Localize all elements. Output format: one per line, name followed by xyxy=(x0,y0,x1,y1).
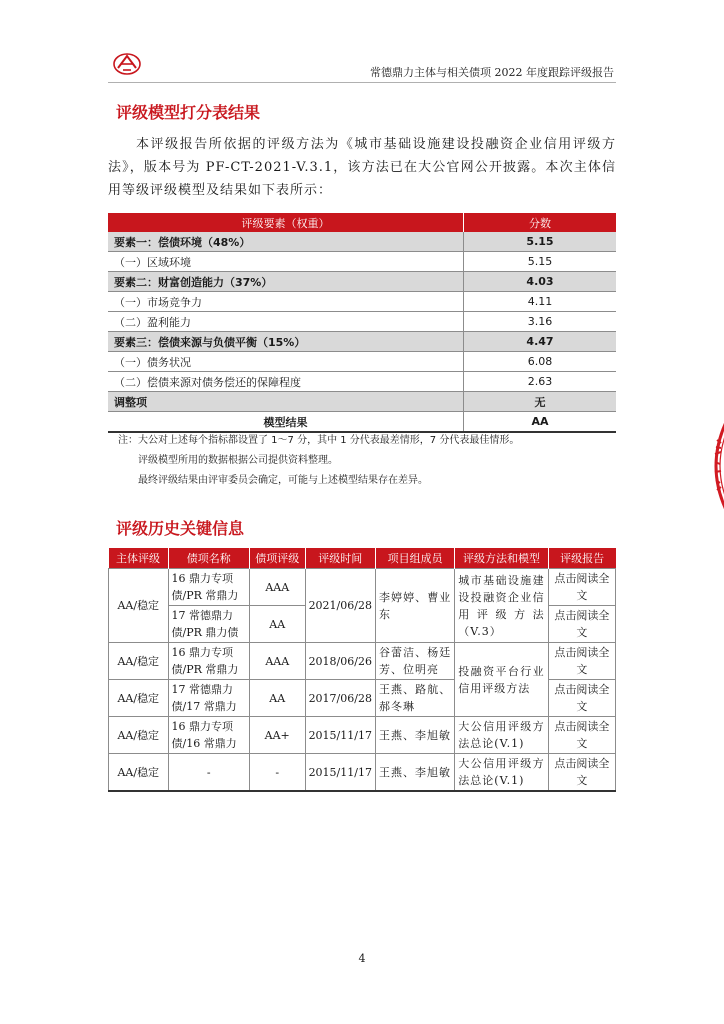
company-logo-icon xyxy=(112,52,142,76)
column-header: 评级方法和模型 xyxy=(455,548,548,569)
read-report-link[interactable]: 点击阅读全文 xyxy=(548,606,615,643)
section-title-history: 评级历史关键信息 xyxy=(116,519,245,538)
factor-label: （二）偿债来源对债务偿还的保障程度 xyxy=(108,372,464,392)
factor-label: （一）债务状况 xyxy=(108,352,464,372)
read-report-link[interactable]: 点击阅读全文 xyxy=(548,569,615,606)
issuer-rating: AA/稳定 xyxy=(109,643,169,680)
factor-label: 要素二：财富创造能力（37%） xyxy=(108,272,464,292)
section-title-scoring: 评级模型打分表结果 xyxy=(116,103,261,122)
table-row xyxy=(109,717,616,754)
bond-rating: AAA xyxy=(249,569,305,606)
intro-paragraph: 本评级报告所依据的评级方法为《城市基础设施建设投融资企业信用评级方法》，版本号为 PF-CT-2021-V.3.1，该方法已在大公官网公开披露。本次主体信用等级评级模型及结果如下表所示： xyxy=(108,137,616,198)
bond-rating: AAA xyxy=(249,643,305,680)
rating-date: 2017/06/28 xyxy=(305,680,375,717)
issuer-rating: AA/稳定 xyxy=(109,717,169,754)
bond-rating: AA+ xyxy=(249,717,305,754)
red-seal-stamp-icon xyxy=(700,410,724,522)
rating-date: 2015/11/17 xyxy=(305,754,375,792)
score-value: 4.03 xyxy=(464,272,617,292)
score-value: 6.08 xyxy=(464,352,617,372)
rating-method: 城市基础设施建设投融资企业信用评级方法（V.3） xyxy=(455,569,548,643)
team-members: 谷蕾洁、杨廷芳、位明亮 xyxy=(375,643,454,680)
team-members: 李婷婷、曹业东 xyxy=(375,569,454,643)
score-value: AA xyxy=(464,412,617,433)
column-header: 债项名称 xyxy=(168,548,249,569)
table-row xyxy=(108,312,616,332)
table-row xyxy=(108,232,616,252)
score-value: 2.63 xyxy=(464,372,617,392)
table-row xyxy=(109,754,616,792)
column-header: 项目组成员 xyxy=(375,548,454,569)
bond-name: 17 常德鼎力债/PR 鼎力债 xyxy=(168,606,249,643)
table-row xyxy=(109,643,616,680)
table-row xyxy=(108,332,616,352)
note-line: 注：大公对上述每个指标都设置了 1～7 分，其中 1 分代表最差情形，7 分代表最佳情形。 xyxy=(118,435,520,446)
score-value: 5.15 xyxy=(464,232,617,252)
score-value: 3.16 xyxy=(464,312,617,332)
team-members: 王燕、李旭敏 xyxy=(375,717,454,754)
table-notes xyxy=(118,431,519,491)
factor-label: 调整项 xyxy=(108,392,464,412)
rating-date: 2015/11/17 xyxy=(305,717,375,754)
page-number: 4 xyxy=(358,952,366,965)
factor-label: 模型结果 xyxy=(108,412,464,433)
read-report-link[interactable]: 点击阅读全文 xyxy=(548,754,615,792)
rating-method: 大公信用评级方法总论(V.1) xyxy=(455,717,548,754)
bond-name: - xyxy=(168,754,249,792)
read-report-link[interactable]: 点击阅读全文 xyxy=(548,717,615,754)
note-line: 评级模型所用的数据根据公司提供资料整理。 xyxy=(138,455,338,466)
factor-label: （一）区域环境 xyxy=(108,252,464,272)
column-header: 主体评级 xyxy=(109,548,169,569)
rating-method: 投融资平台行业信用评级方法 xyxy=(455,643,548,717)
score-value: 无 xyxy=(464,392,617,412)
issuer-rating: AA/稳定 xyxy=(109,680,169,717)
column-header: 债项评级 xyxy=(249,548,305,569)
bond-name: 17 常德鼎力债/17 常鼎力 xyxy=(168,680,249,717)
bond-rating: AA xyxy=(249,680,305,717)
score-value: 4.11 xyxy=(464,292,617,312)
read-report-link[interactable]: 点击阅读全文 xyxy=(548,643,615,680)
factor-label: （一）市场竞争力 xyxy=(108,292,464,312)
issuer-rating: AA/稳定 xyxy=(109,569,169,643)
factor-label: 要素三：偿债来源与负债平衡（15%） xyxy=(108,332,464,352)
rating-method: 大公信用评级方法总论(V.1) xyxy=(455,754,548,792)
bond-name: 16 鼎力专项债/PR 常鼎力 xyxy=(168,569,249,606)
bond-rating: - xyxy=(249,754,305,792)
table-header-row xyxy=(108,213,616,232)
rating-date: 2018/06/26 xyxy=(305,643,375,680)
table-header-row xyxy=(109,548,616,569)
rating-date: 2021/06/28 xyxy=(305,569,375,643)
note-line: 最终评级结果由评审委员会确定，可能与上述模型结果存在差异。 xyxy=(138,475,428,486)
issuer-rating: AA/稳定 xyxy=(109,754,169,792)
table-row xyxy=(108,272,616,292)
score-value: 4.47 xyxy=(464,332,617,352)
table-row xyxy=(108,292,616,312)
column-header: 评级时间 xyxy=(305,548,375,569)
bond-name: 16 鼎力专项债/16 常鼎力 xyxy=(168,717,249,754)
column-header: 评级要素（权重） xyxy=(108,213,464,232)
rating-history-table xyxy=(108,548,616,792)
bond-rating: AA xyxy=(249,606,305,643)
read-report-link[interactable]: 点击阅读全文 xyxy=(548,680,615,717)
bond-name: 16 鼎力专项债/PR 常鼎力 xyxy=(168,643,249,680)
factor-label: 要素一：偿债环境（48%） xyxy=(108,232,464,252)
table-row xyxy=(108,372,616,392)
header-divider xyxy=(108,82,616,83)
factor-label: （二）盈利能力 xyxy=(108,312,464,332)
table-row xyxy=(108,392,616,412)
team-members: 王燕、路航、郝冬琳 xyxy=(375,680,454,717)
score-value: 5.15 xyxy=(464,252,617,272)
column-header: 分数 xyxy=(464,213,617,232)
table-row xyxy=(108,412,616,433)
team-members: 王燕、李旭敏 xyxy=(375,754,454,792)
column-header: 评级报告 xyxy=(548,548,615,569)
table-row xyxy=(108,252,616,272)
header-title: 常德鼎力主体与相关债项 2022 年度跟踪评级报告 xyxy=(370,66,614,79)
scoring-table xyxy=(108,213,616,433)
table-row xyxy=(109,569,616,606)
table-row xyxy=(108,352,616,372)
